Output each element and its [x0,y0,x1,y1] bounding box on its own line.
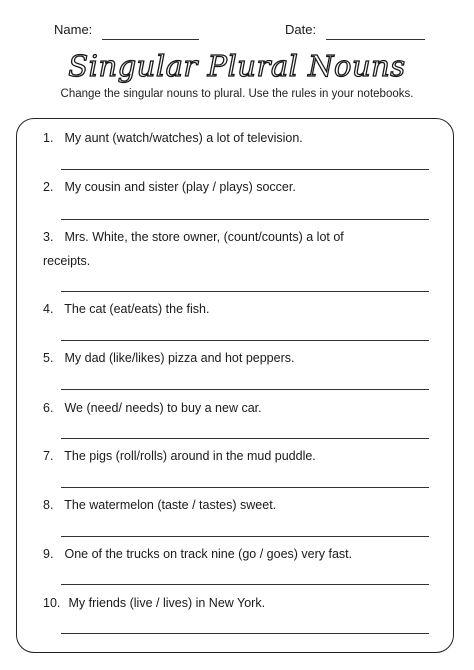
answer-line-9[interactable] [61,584,429,585]
question-text: The cat (eat/eats) the fish. [64,302,210,316]
question-2 [43,175,448,199]
answer-line-7[interactable] [61,487,429,488]
worksheet-title: Singular Plural Nouns [68,49,406,83]
questions-card [16,118,454,653]
name-label: Name: [54,22,93,37]
answer-line-2[interactable] [61,219,429,220]
date-label: Date: [285,22,317,37]
question-text: Mrs. White, the store owner, (count/counts) a lot of [64,230,344,244]
question-8 [43,493,448,517]
question-number: 8. [43,498,54,512]
question-text: The pigs (roll/rolls) around in the mud puddle. [64,449,316,463]
question-number: 3. [43,230,54,244]
answer-line-6[interactable] [61,438,429,439]
question-number: 5. [43,351,54,365]
question-text: My cousin and sister (play / plays) soccer. [64,180,296,194]
date-blank[interactable] [326,23,425,40]
question-text: My aunt (watch/watches) a lot of television. [64,131,303,145]
question-7 [43,444,448,468]
answer-line-4[interactable] [61,340,429,341]
question-number: 10. [43,596,61,610]
question-10 [43,591,448,615]
question-3 [43,225,448,273]
question-text: My dad (like/likes) pizza and hot peppers. [64,351,295,365]
question-1 [43,126,448,150]
title-svg [0,46,474,86]
date-field [285,20,425,40]
instructions: Change the singular nouns to plural. Use the rules in your notebooks. [60,88,414,100]
question-number: 1. [43,131,54,145]
question-number: 7. [43,449,54,463]
question-text: One of the trucks on track nine (go / goes) very fast. [64,547,353,561]
question-number: 4. [43,302,54,316]
question-number: 9. [43,547,54,561]
answer-line-10[interactable] [61,633,429,634]
question-continuation: receipts. [43,254,91,268]
answer-line-1[interactable] [61,169,429,170]
question-5 [43,346,448,370]
title-banner [0,46,474,86]
question-number: 2. [43,180,54,194]
question-number: 6. [43,401,54,415]
question-text: My friends (live / lives) in New York. [68,596,266,610]
question-text: The watermelon (taste / tastes) sweet. [64,498,277,512]
question-6 [43,396,448,420]
answer-line-5[interactable] [61,389,429,390]
question-9 [43,542,448,566]
question-4 [43,297,448,321]
answer-line-8[interactable] [61,536,429,537]
name-field [54,20,199,40]
name-blank[interactable] [102,23,199,40]
header-row [0,20,474,40]
answer-line-3[interactable] [61,291,429,292]
question-text: We (need/ needs) to buy a new car. [64,401,262,415]
